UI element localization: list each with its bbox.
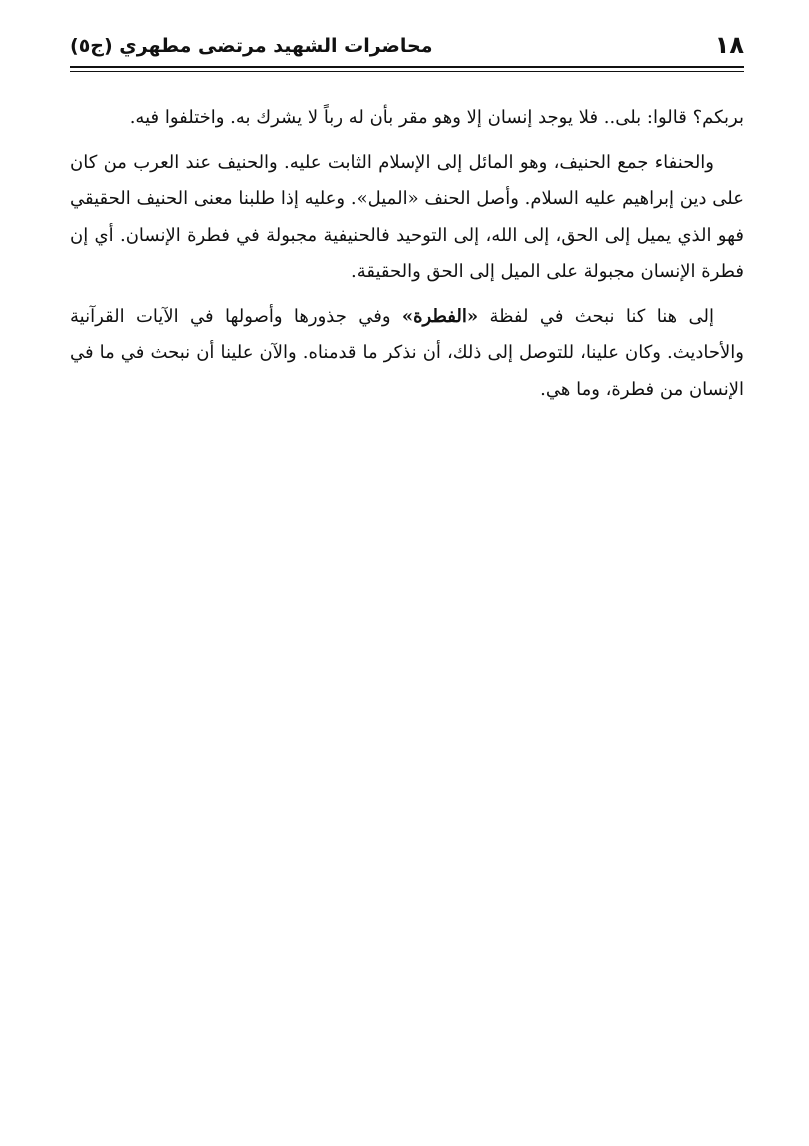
page-header xyxy=(70,28,744,64)
paragraph-3-rest: وفي جذورها وأصولها في الآيات القرآنية والأحاديث. وكان علينا، للتوصل إلى ذلك، أن نذكر ما قدمناه. والآن علينا أن نبحث في ما في الإنسان من فطرة، وما هي. xyxy=(70,305,744,400)
emphasized-term: «الفطرة» xyxy=(401,305,479,327)
running-title: محاضرات الشهيد مرتضى مطهري (ج٥) xyxy=(70,35,433,57)
paragraph-2: والحنفاء جمع الحنيف، وهو المائل إلى الإسلام الثابت عليه. والحنيف عند العرب من كان على دين إبراهيم عليه السلام. وأصل الحنف «الميل». وعليه إذا طلبنا معنى الحنيف الحقيقي فهو الذي يميل إلى الحق، إلى الله، إلى التوحيد فالحنيفية مجبولة في فطرة الإنسان. أي إن فطرة الإنسان مجبولة على الميل إلى الحق والحقيقة. xyxy=(70,151,744,282)
paragraph-3 xyxy=(70,299,744,409)
paragraph-3-lead: إلى هنا كنا نبحث في لفظة xyxy=(478,305,714,327)
header-rule-thin xyxy=(70,71,744,72)
paragraph-1: بربكم؟ قالوا: بلى.. فلا يوجد إنسان إلا وهو مقر بأن له رباً لا يشرك به. واختلفوا فيه. xyxy=(129,107,744,128)
main-text xyxy=(70,100,744,416)
header-rule-thick xyxy=(70,66,744,68)
page-number: ١٨ xyxy=(714,31,744,59)
